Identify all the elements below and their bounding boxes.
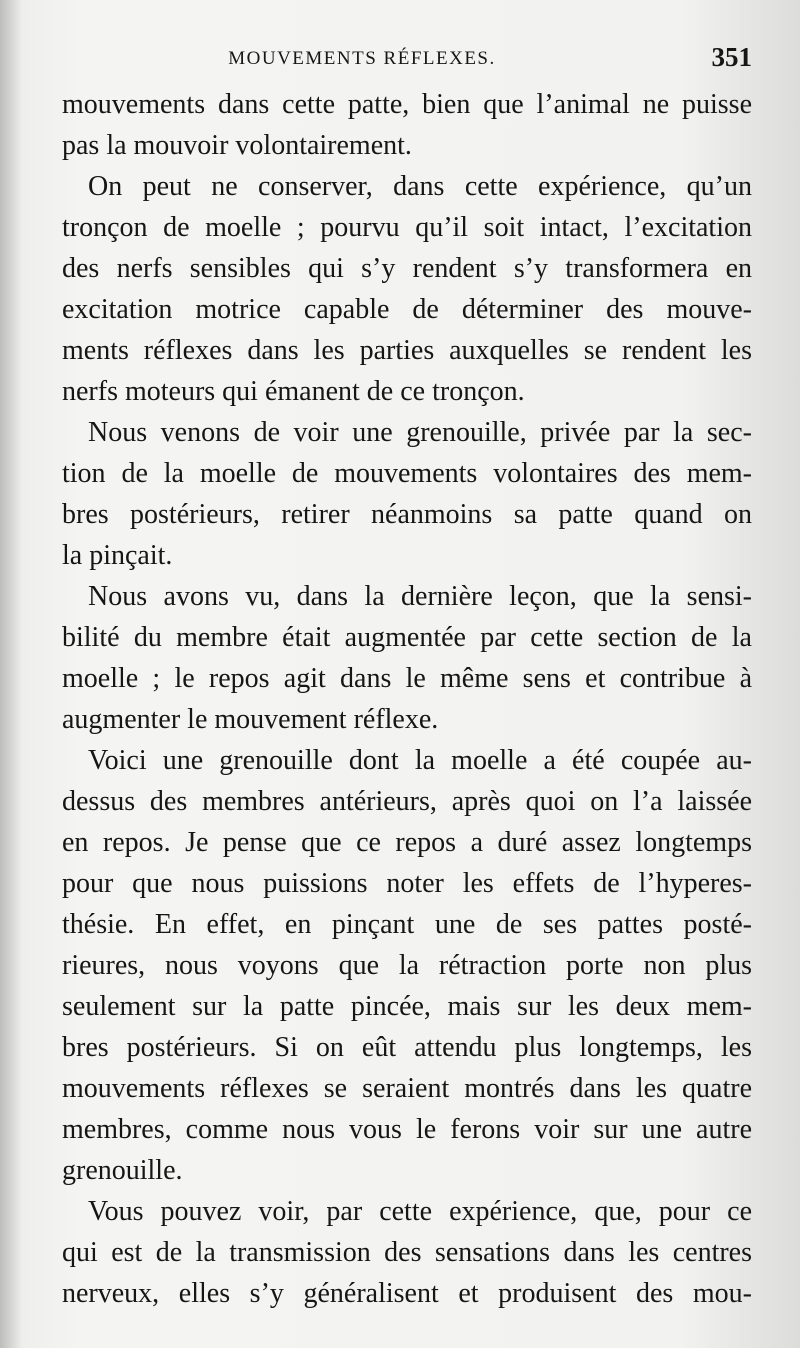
text-line: grenouille.	[62, 1155, 183, 1186]
text-line: mouvements dans cette patte, bien que l’animal ne puisse	[62, 89, 752, 120]
text-line: augmenter le mouvement réflexe.	[62, 704, 439, 735]
text-line: nerfs moteurs qui émanent de ce tronçon.	[62, 376, 525, 407]
running-head	[62, 42, 752, 76]
text-line: membres, comme nous vous le ferons voir sur une autre	[62, 1114, 752, 1145]
text-line: tronçon de moelle ; pourvu qu’il soit intact, l’excitation	[62, 212, 752, 243]
text-line: On peut ne conserver, dans cette expérience, qu’un	[88, 171, 752, 202]
text-line: ments réflexes dans les parties auxquelles se rendent les	[62, 335, 752, 366]
page-number: 351	[711, 42, 752, 72]
text-line: bilité du membre était augmentée par cette section de la	[62, 622, 752, 653]
text-line: rieures, nous voyons que la rétraction porte non plus	[62, 950, 752, 981]
text-line: qui est de la transmission des sensations dans les centres	[62, 1237, 752, 1268]
text-line: nerveux, elles s’y généralisent et produisent des mou-	[62, 1278, 752, 1309]
text-line: dessus des membres antérieurs, après quoi on l’a laissée	[62, 786, 752, 817]
running-head-title: MOUVEMENTS RÉFLEXES.	[228, 48, 496, 69]
text-line: Voici une grenouille dont la moelle a été coupée au-	[88, 745, 752, 776]
text-line: excitation motrice capable de déterminer des mouve-	[62, 294, 752, 325]
text-line: en repos. Je pense que ce repos a duré assez longtemps	[62, 827, 752, 858]
text-line: Nous venons de voir une grenouille, privée par la sec-	[88, 417, 752, 448]
text-line: mouvements réflexes se seraient montrés dans les quatre	[62, 1073, 752, 1104]
text-line: bres postérieurs. Si on eût attendu plus longtemps, les	[62, 1032, 752, 1063]
text-line: tion de la moelle de mouvements volontaires des mem-	[62, 458, 752, 489]
text-line: des nerfs sensibles qui s’y rendent s’y transformera en	[62, 253, 752, 284]
text-line: thésie. En effet, en pinçant une de ses pattes posté-	[62, 909, 752, 940]
text-line: moelle ; le repos agit dans le même sens et contribue à	[62, 663, 752, 694]
text-line: pas la mouvoir volontairement.	[62, 130, 412, 161]
text-line: Nous avons vu, dans la dernière leçon, que la sensi-	[88, 581, 752, 612]
text-line: la pinçait.	[62, 540, 173, 571]
body-text	[62, 84, 752, 1314]
text-line: seulement sur la patte pincée, mais sur les deux mem-	[62, 991, 752, 1022]
text-line: bres postérieurs, retirer néanmoins sa patte quand on	[62, 499, 752, 530]
text-line: Vous pouvez voir, par cette expérience, que, pour ce	[88, 1196, 752, 1227]
page-gutter-shadow	[0, 0, 22, 1348]
text-line: pour que nous puissions noter les effets de l’hyperes-	[62, 868, 752, 899]
